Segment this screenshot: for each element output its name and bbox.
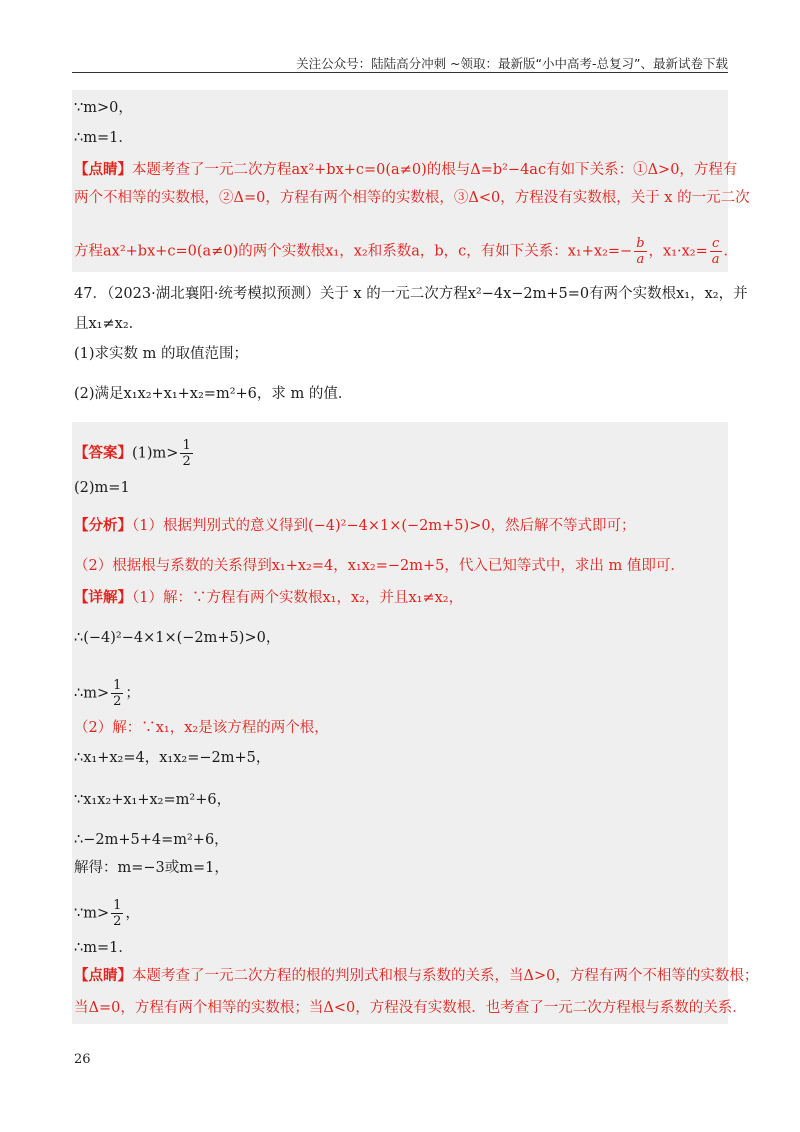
page-number: 26 (74, 1052, 91, 1067)
tip-text-3c: ． (723, 243, 739, 260)
analysis-line-2: （2）根据根与系数的关系得到x₁+x₂=4，x₁x₂=−2m+5，代入已知等式中，求出 m 值即可． (74, 558, 685, 574)
detail-text-1: （1）解：∵方程有两个实数根x₁，x₂，并且x₁≠x₂， (132, 590, 464, 606)
tip-fraction-c-over-a (710, 236, 722, 267)
tip-text-1: 本题考查了一元二次方程ax²+bx+c=0(a≠0)的根与Δ=b²−4ac有如下关系：①Δ>0，方程有 (132, 162, 738, 178)
answer-label: 【答案】 (74, 444, 132, 462)
prev-line-1: ∵m>0， (74, 100, 133, 116)
tip-label: 【点睛】 (74, 161, 132, 178)
answer-1-prefix: (1)m> (132, 445, 179, 462)
detail-line-4: （2）解：∵x₁，x₂是该方程的两个根， (74, 720, 329, 736)
detail-line-2: ∴(−4)²−4×1×(−2m+5)>0， (74, 630, 281, 646)
detail-label: 【详解】 (74, 589, 132, 606)
detail-3-prefix: ∴m> (74, 685, 110, 702)
detail-3-fraction (111, 678, 123, 709)
header-rule (72, 72, 728, 73)
frac-den: a (636, 252, 645, 267)
final-tip-line-2: 当Δ=0，方程有两个相等的实数根；当Δ<0，方程没有实数根．也考查了一元二次方程根与系数的关系． (74, 1000, 747, 1016)
detail-line-10: ∴m=1． (74, 940, 133, 956)
answer-1-fraction (180, 438, 192, 469)
frac-num: 1 (113, 678, 122, 693)
frac-den: 2 (113, 914, 122, 929)
prev-tip-line-1 (74, 160, 738, 180)
frac-num: b (636, 236, 645, 251)
detail-line-8: 解得：m=−3或m=1， (74, 860, 229, 876)
analysis-label: 【分析】 (74, 517, 132, 534)
final-tip-text-1: 本题考查了一元二次方程的根的判别式和根与系数的关系，当Δ>0，方程有两个不相等的实数根； (132, 968, 759, 984)
analysis-text-1: （1）根据判别式的意义得到(−4)²−4×1×(−2m+5)>0，然后解不等式即可； (132, 518, 636, 534)
frac-den: 2 (113, 694, 122, 709)
detail-line-3 (74, 678, 728, 709)
answer-line-2: (2)m=1 (74, 480, 130, 496)
detail-9-prefix: ∵m> (74, 905, 110, 922)
final-tip-label: 【点睛】 (74, 967, 132, 984)
frac-num: c (710, 236, 722, 252)
detail-line-6: ∵x₁x₂+x₁+x₂=m²+6， (74, 792, 232, 808)
frac-num: 1 (113, 898, 122, 913)
detail-line-5: ∴x₁+x₂=4，x₁x₂=−2m+5， (74, 750, 271, 766)
frac-den: a (711, 252, 720, 267)
frac-den: 2 (182, 454, 191, 469)
problem-line-2: 且x₁≠x₂． (74, 316, 144, 332)
tip-text-3a: 方程ax²+bx+c=0(a≠0)的两个实数根x₁，x₂和系数a，b，c，有如下关系：x₁+x₂=− (74, 243, 633, 260)
problem-line-1: 47．（2023·湖北襄阳·统考模拟预测）关于 x 的一元二次方程x²−4x−2m+5=0有两个实数根x₁，x₂，并 (74, 286, 748, 302)
tip-text-3b: ，x₁·x₂= (648, 243, 708, 260)
analysis-line-1 (74, 516, 728, 536)
detail-line-9 (74, 898, 728, 929)
question-2: (2)满足x₁x₂+x₁+x₂=m²+6，求 m 的值． (74, 386, 353, 402)
tip-fraction-b-over-a (634, 236, 646, 267)
question-1: (1)求实数 m 的取值范围； (74, 346, 249, 362)
detail-line-1 (74, 588, 728, 608)
detail-3-suffix: ； (125, 685, 140, 702)
detail-9-fraction (111, 898, 123, 929)
detail-9-suffix: ， (125, 905, 140, 922)
final-tip-line-1 (74, 966, 759, 986)
answer-line-1 (74, 438, 728, 469)
prev-line-2: ∴m=1． (74, 130, 133, 146)
prev-tip-line-2: 两个不相等的实数根，②Δ=0，方程有两个相等的实数根，③Δ<0，方程没有实数根，关于 x 的一元二次 (74, 190, 750, 206)
prev-tip-line-3 (74, 236, 739, 267)
page-header: 关注公众号：陆陆高分冲刺 ~领取：最新版“小中高考-总复习”、最新试卷下载 (296, 56, 728, 71)
frac-num: 1 (182, 438, 191, 453)
detail-line-7: ∴−2m+5+4=m²+6， (74, 832, 229, 848)
